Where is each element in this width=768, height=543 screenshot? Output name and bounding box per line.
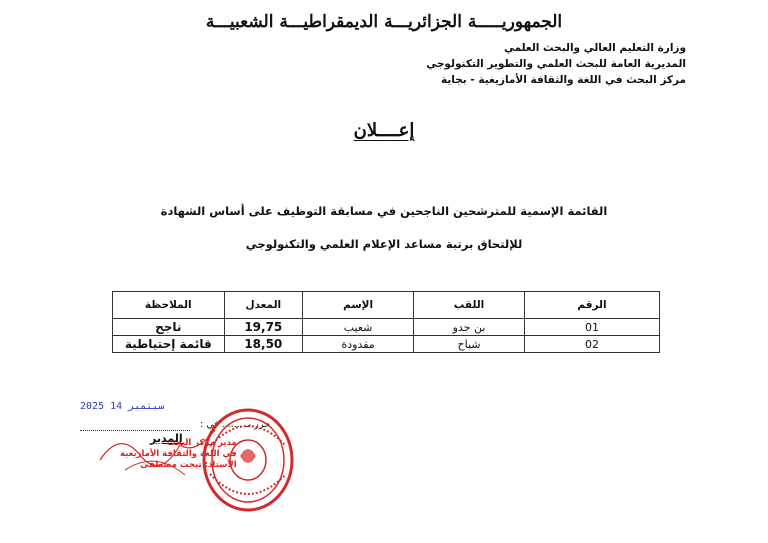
subtitle-line-2: للإلتحاق برتبة مساعد الإعلام العلمي والتكنولوجي xyxy=(245,237,523,251)
notice-title: إعــــلان xyxy=(353,120,415,141)
research-center-line: مركز البحث في اللغة والثقافة الأمازيغية - بجاية xyxy=(440,74,686,86)
cell-first-name: مقدودة xyxy=(303,336,414,353)
director-label: المدير xyxy=(150,432,183,445)
date-stamp: 2025 سبتمبر 14 xyxy=(80,401,165,412)
signature-scribble-icon xyxy=(95,420,225,480)
header-last-name: اللقب xyxy=(414,292,525,319)
ministry-line: وزارة التعليم العالي والبحث العلمي xyxy=(503,42,686,54)
header-note: الملاحظة xyxy=(113,292,225,319)
cell-average: 18,50 xyxy=(224,336,302,353)
ministry-block xyxy=(426,40,686,88)
directorate-line: المديرية العامة للبحث العلمي والتطوير التكنولوجي xyxy=(426,58,686,70)
results-table xyxy=(112,291,660,353)
stamp-line: مدير مركز البحث xyxy=(166,438,237,448)
cell-last-name: بن جدو xyxy=(414,319,525,336)
header-number: الرقم xyxy=(524,292,659,319)
header-average: المعدل xyxy=(224,292,302,319)
cell-number: 02 xyxy=(524,336,659,353)
cell-last-name: شباح xyxy=(414,336,525,353)
cell-note: قائمة إحتياطية xyxy=(113,336,225,353)
table-row xyxy=(113,319,660,336)
notice-subtitle xyxy=(0,195,768,261)
cell-first-name: شعيب xyxy=(303,319,414,336)
cell-note: ناجح xyxy=(113,319,225,336)
table-header-row xyxy=(113,292,660,319)
made-at-line: حرر بـ ....... في : xyxy=(199,419,270,430)
table-row xyxy=(113,336,660,353)
stamp-line: في اللغة والثقافة الأمازيغية xyxy=(120,449,237,459)
cell-number: 01 xyxy=(524,319,659,336)
stamp-line: الأستاذ: تيجت مصطفى xyxy=(140,460,237,470)
republic-title: الجمهوريـــــة الجزائريـــة الديمقراطيـــة الشعبيـــة xyxy=(205,12,563,32)
subtitle-line-1: القائمة الإسمية للمترشحين الناجحين في مسابقة التوظيف على أساس الشهادة xyxy=(160,204,608,218)
cell-average: 19,75 xyxy=(224,319,302,336)
header-first-name: الإسم xyxy=(303,292,414,319)
